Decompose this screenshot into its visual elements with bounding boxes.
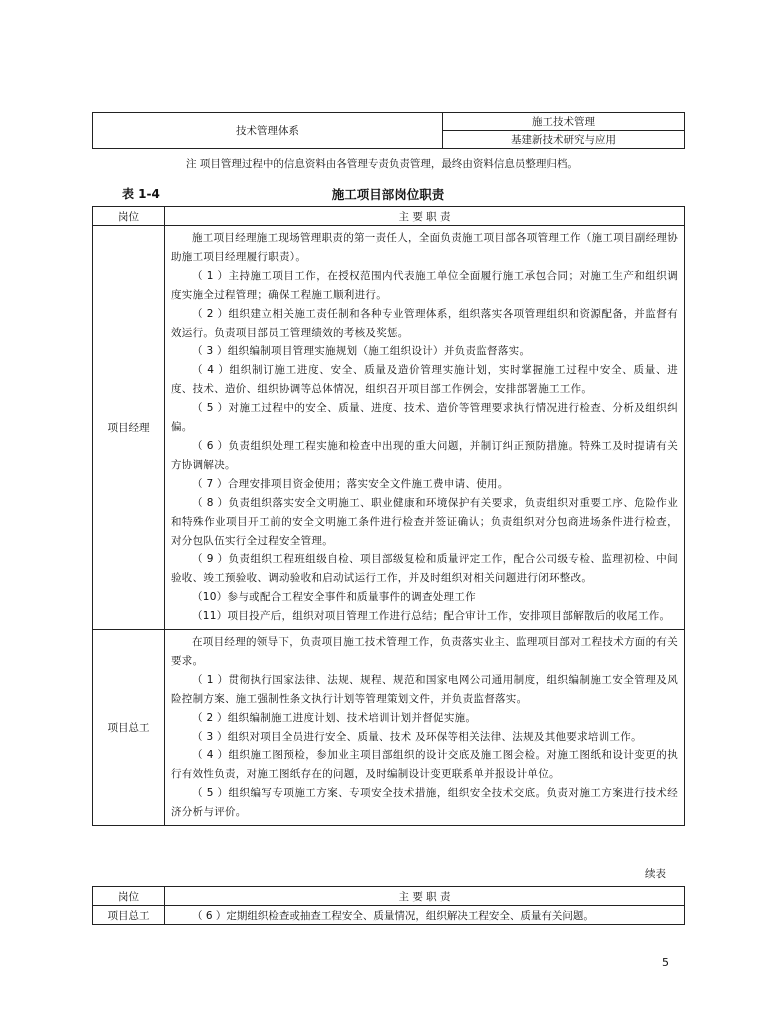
header-position: 岗位 — [93, 887, 165, 906]
duty-paragraph: 在项目经理的领导下，负责项目施工技术管理工作，负责落实业主、监理项目部对工程技术方面的有关要求。 — [171, 636, 678, 667]
duties-table — [92, 206, 685, 826]
header-duties: 主 要 职 责 — [165, 887, 685, 906]
duty-paragraph: （10）参与或配合工程安全事件和质量事件的调查处理工作 — [192, 591, 476, 604]
table-row — [93, 630, 685, 826]
table-header-row — [93, 207, 685, 226]
duty-paragraph: （ 3 ）组织编制项目管理实施规划（施工组织设计）并负责监督落实。 — [192, 345, 531, 358]
duty-paragraph: （ 5 ）组织编写专项施工方案、专项安全技术措施，组织安全技术交底。负责对施工方案进行技术经济分析与评价。 — [171, 787, 678, 819]
role-cell: 项目总工 — [93, 630, 165, 826]
duty-paragraph: 施工项目经理施工现场管理职责的第一责任人，全面负责施工项目部各项管理工作（施工项目副经理协助施工项目经理履行职责）。 — [171, 232, 678, 263]
duty-paragraph: （ 9 ）负责组织工程班组级自检、项目部级复检和质量评定工作，配合公司级专检、监理初检、中间验收、竣工预验收、调动验收和启动试运行工作，并及时组织对相关问题进行闭环整改。 — [171, 553, 678, 585]
duty-paragraph: （ 4 ）组织施工图预检，参加业主项目部组织的设计交底及施工图会检。对施工图纸和设计变更的执行有效性负责，对施工图纸存在的问题，及时编制设计变更联系单并报设计单位。 — [171, 749, 678, 781]
header-position: 岗位 — [93, 207, 165, 226]
duty-paragraph: （ 1 ）主持施工项目工作，在授权范围内代表施工单位全面履行施工承包合同；对施工生产和组织调度实施全过程管理；确保工程施工顺利进行。 — [171, 269, 678, 301]
duty-paragraph: （ 6 ）负责组织处理工程实施和检查中出现的重大问题，并制订纠正预防措施。特殊工及时提请有关方协调解决。 — [171, 439, 678, 471]
duty-paragraph: （ 8 ）负责组织落实安全文明施工、职业健康和环境保护有关要求，负责组织对重要工序、危险作业和特殊作业项目开工前的安全文明施工条件进行检查并签证确认；负责组织对分包商进场条件进行检查，对分包队伍实行全过程安全管理。 — [171, 496, 678, 547]
table-row — [93, 906, 685, 925]
table-note: 注 项目管理过程中的信息资料由各管理专责负责管理，最终由资料信息员整理归档。 — [186, 158, 578, 170]
table-label: 表 1-4 — [122, 187, 160, 201]
duty-paragraph: （ 1 ）贯彻执行国家法律、法规、规程、规范和国家电网公司通用制度，组织编制施工安全管理及风险控制方案、施工强制性条文执行计划等管理策划文件，并负责监督落实。 — [171, 673, 678, 705]
management-system-table — [92, 112, 685, 149]
duty-paragraph: （ 5 ）对施工过程中的安全、质量、进度、技术、造价等管理要求执行情况进行检查、分析及组织纠偏。 — [171, 402, 678, 434]
system-label: 技术管理体系 — [93, 113, 443, 149]
table-caption — [92, 183, 684, 203]
system-item: 施工技术管理 — [443, 113, 685, 131]
system-item: 基建新技术研究与应用 — [443, 131, 685, 149]
role-cell: 项目经理 — [93, 226, 165, 630]
duty-paragraph: （ 7 ）合理安排项目资金使用；落实安全文件施工费申请、使用。 — [192, 477, 509, 490]
table-header-row — [93, 887, 685, 906]
table-title: 施工项目部岗位职责 — [331, 187, 445, 202]
continued-label: 续表 — [645, 868, 666, 880]
duty-paragraph: （ 6 ）定期组织检查或抽查工程安全、质量情况，组织解决工程安全、质量有关问题。 — [165, 906, 685, 925]
duty-paragraph: （ 4 ）组织制订施工进度、安全、质量及造价管理实施计划，实时掌握施工过程中安全、质量、进度、技术、造价、组织协调等总体情况，组织召开项目部工作例会，安排部署施工工作。 — [171, 364, 678, 396]
role-cell: 项目总工 — [93, 906, 165, 925]
duties-cell — [165, 226, 685, 630]
duties-cell — [165, 630, 685, 826]
duty-paragraph: （ 2 ）组织编制施工进度计划、技术培训计划并督促实施。 — [192, 711, 477, 724]
duty-paragraph: （ 3 ）组织对项目全员进行安全、质量、技术 及环保等相关法律、法规及其他要求培训工作。 — [192, 730, 642, 743]
header-duties: 主 要 职 责 — [165, 207, 685, 226]
continued-duties-table — [92, 886, 685, 925]
duty-paragraph: （11）项目投产后，组织对项目管理工作进行总结；配合审计工作，安排项目部解散后的收尾工作。 — [192, 610, 671, 623]
table-row — [93, 226, 685, 630]
duty-paragraph: （ 2 ）组织建立相关施工责任制和各种专业管理体系，组织落实各项管理组织和资源配备，并监督有效运行。负责项目部员工管理绩效的考核及奖惩。 — [171, 307, 678, 339]
page-number: 5 — [662, 956, 669, 969]
